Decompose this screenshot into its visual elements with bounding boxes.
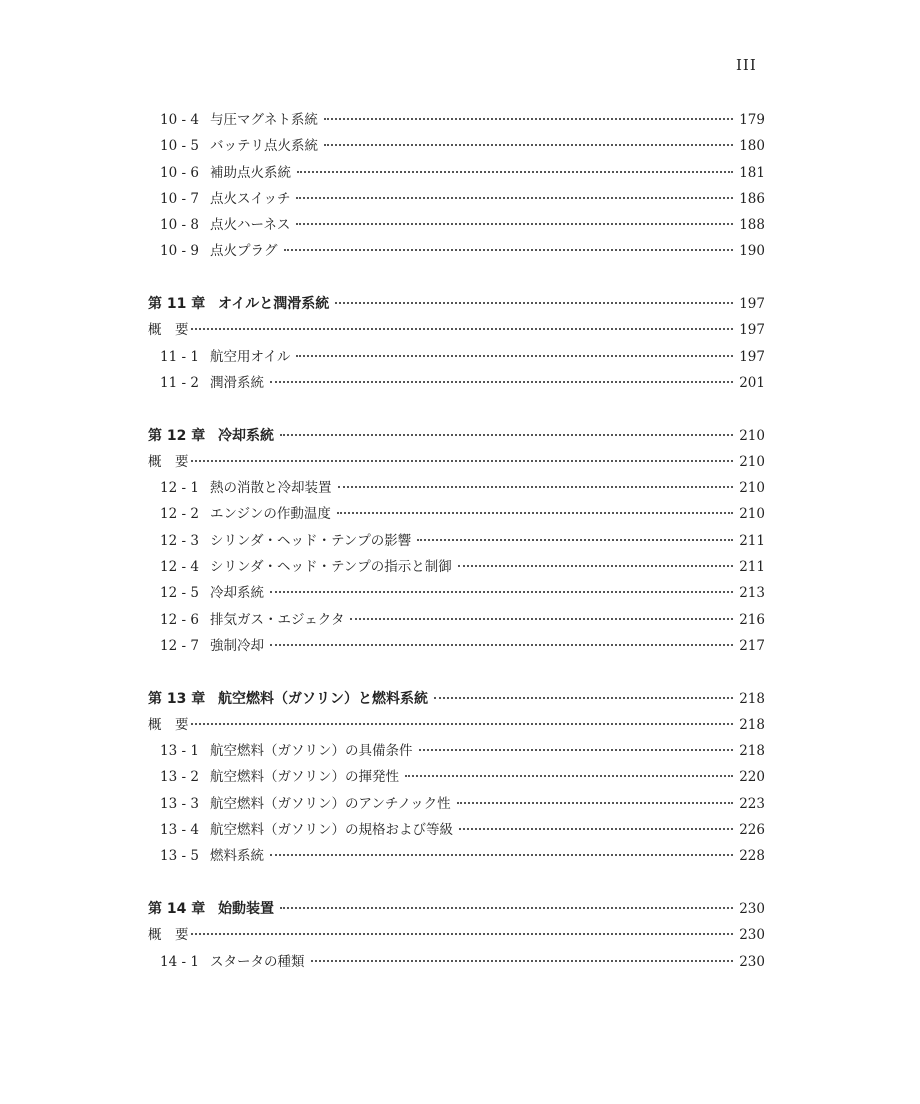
- section-title: 潤滑系統: [210, 374, 264, 391]
- section-title: 航空燃料（ガソリン）の具備条件: [210, 743, 413, 760]
- section-entry: [148, 949, 765, 975]
- chapter-title: オイルと潤滑系統: [218, 296, 330, 313]
- page-ref: 228: [739, 848, 765, 865]
- section-entry: [148, 212, 765, 238]
- dot-leader: [459, 828, 733, 830]
- table-of-contents: [148, 107, 765, 975]
- page-ref: 210: [739, 453, 765, 470]
- section-number: 11 - 2: [160, 374, 199, 391]
- section-number: 10 - 4: [160, 112, 199, 128]
- section-number: 14 - 1: [160, 953, 199, 970]
- section-title: 冷却系統: [210, 585, 264, 602]
- page-ref: 213: [739, 585, 765, 602]
- chapter-number: 第 12 章: [148, 427, 206, 444]
- overview-entry: [148, 317, 765, 343]
- dot-leader: [270, 854, 733, 856]
- dot-leader: [280, 907, 733, 909]
- dot-leader: [296, 355, 733, 357]
- page-ref: 197: [739, 296, 765, 313]
- section-entry: [148, 238, 765, 264]
- section-title: バッテリ点火系統: [210, 138, 318, 155]
- page-ref: 210: [739, 427, 765, 444]
- chapter-number: 第 14 章: [148, 900, 206, 917]
- overview-entry: [148, 712, 765, 738]
- section-title: 与圧マグネト系統: [210, 112, 318, 128]
- page-ref: 197: [739, 322, 765, 339]
- section-number: 13 - 1: [160, 743, 199, 760]
- section-number: 12 - 6: [160, 611, 199, 628]
- section-entry: [148, 344, 765, 370]
- dot-leader: [335, 302, 733, 304]
- dot-leader: [270, 591, 733, 593]
- section-entry: [148, 370, 765, 396]
- page-ref: 210: [739, 506, 765, 523]
- dot-leader: [458, 565, 733, 567]
- chapter-title: 航空燃料（ガソリン）と燃料系統: [218, 690, 428, 707]
- dot-leader: [296, 197, 733, 199]
- dot-leader: [191, 460, 734, 462]
- dot-leader: [350, 618, 733, 620]
- page-ref: 211: [739, 559, 765, 576]
- section-title: 航空用オイル: [210, 348, 291, 365]
- section-title: 点火スイッチ: [210, 190, 291, 207]
- page-ref: 197: [739, 348, 765, 365]
- section-title: スタータの種類: [210, 953, 305, 970]
- page-ref: 188: [739, 217, 765, 234]
- dot-leader: [270, 644, 733, 646]
- section-title: 概 要: [148, 927, 189, 944]
- chapter-entry: [148, 686, 765, 712]
- chapter-entry: [148, 896, 765, 922]
- page-number: III: [736, 56, 757, 74]
- dot-leader: [405, 775, 733, 777]
- section-number: 10 - 5: [160, 138, 199, 155]
- page-ref: 211: [739, 532, 765, 549]
- dot-leader: [324, 118, 733, 120]
- page-ref: 223: [739, 795, 765, 812]
- page-ref: 186: [739, 190, 765, 207]
- section-number: 12 - 4: [160, 559, 199, 576]
- dot-leader: [337, 512, 733, 514]
- section-title: エンジンの作動温度: [210, 506, 331, 523]
- section-entry: [148, 791, 765, 817]
- dot-leader: [434, 697, 733, 699]
- chapter-number: 第 11 章: [148, 296, 206, 313]
- section-entry: [148, 160, 765, 186]
- section-entry: [148, 528, 765, 554]
- section-entry: [148, 133, 765, 159]
- page-ref: 230: [739, 900, 765, 917]
- section-title: シリンダ・ヘッド・テンプの影響: [210, 532, 412, 549]
- page-ref: 179: [739, 112, 765, 128]
- section-number: 12 - 1: [160, 480, 199, 497]
- section-number: 10 - 9: [160, 243, 199, 260]
- page-ref: 226: [739, 822, 765, 839]
- section-entry: [148, 764, 765, 790]
- chapter-number: 第 13 章: [148, 690, 206, 707]
- page-ref: 190: [739, 243, 765, 260]
- dot-leader: [191, 723, 734, 725]
- page-ref: 210: [739, 480, 765, 497]
- section-title: 排気ガス・エジェクタ: [210, 611, 345, 628]
- section-title: 航空燃料（ガソリン）の揮発性: [210, 769, 399, 786]
- chapter-entry: [148, 291, 765, 317]
- section-title: 補助点火系統: [210, 164, 291, 181]
- section-title: 概 要: [148, 716, 189, 733]
- section-entry: [148, 607, 765, 633]
- dot-leader: [417, 539, 733, 541]
- section-number: 12 - 2: [160, 506, 199, 523]
- section-number: 13 - 3: [160, 795, 199, 812]
- section-title: 航空燃料（ガソリン）のアンチノック性: [210, 795, 451, 812]
- section-title: 概 要: [148, 453, 189, 470]
- section-number: 12 - 5: [160, 585, 199, 602]
- page-ref: 218: [739, 716, 765, 733]
- dot-leader: [419, 749, 734, 751]
- section-number: 10 - 8: [160, 217, 199, 234]
- dot-leader: [191, 933, 734, 935]
- section-title: シリンダ・ヘッド・テンプの指示と制御: [210, 559, 452, 576]
- section-entry: [148, 107, 765, 133]
- section-entry: [148, 186, 765, 212]
- dot-leader: [457, 802, 733, 804]
- section-title: 強制冷却: [210, 637, 264, 654]
- page-ref: 230: [739, 953, 765, 970]
- section-number: 10 - 6: [160, 164, 199, 181]
- dot-leader: [338, 486, 734, 488]
- section-number: 13 - 2: [160, 769, 199, 786]
- dot-leader: [324, 144, 733, 146]
- section-entry: [148, 633, 765, 659]
- page-ref: 201: [739, 374, 765, 391]
- section-title: 点火プラグ: [210, 243, 278, 260]
- section-number: 12 - 7: [160, 637, 199, 654]
- page-ref: 230: [739, 927, 765, 944]
- page-ref: 217: [739, 637, 765, 654]
- section-entry: [148, 738, 765, 764]
- section-title: 概 要: [148, 322, 189, 339]
- section-entry: [148, 554, 765, 580]
- section-entry: [148, 843, 765, 869]
- section-entry: [148, 580, 765, 606]
- dot-leader: [296, 223, 733, 225]
- section-entry: [148, 817, 765, 843]
- section-title: 燃料系統: [210, 848, 264, 865]
- page-ref: 218: [739, 690, 765, 707]
- section-number: 13 - 5: [160, 848, 199, 865]
- chapter-title: 始動装置: [218, 900, 274, 917]
- chapter-entry: [148, 423, 765, 449]
- section-number: 13 - 4: [160, 822, 199, 839]
- dot-leader: [280, 434, 733, 436]
- section-number: 10 - 7: [160, 190, 199, 207]
- overview-entry: [148, 922, 765, 948]
- dot-leader: [284, 249, 734, 251]
- section-entry: [148, 501, 765, 527]
- section-title: 熱の消散と冷却装置: [210, 480, 332, 497]
- dot-leader: [311, 960, 734, 962]
- section-title: 航空燃料（ガソリン）の規格および等級: [210, 822, 453, 839]
- page-ref: 180: [739, 138, 765, 155]
- section-number: 11 - 1: [160, 348, 199, 365]
- page-ref: 220: [739, 769, 765, 786]
- overview-entry: [148, 449, 765, 475]
- section-number: 12 - 3: [160, 532, 199, 549]
- dot-leader: [191, 328, 734, 330]
- section-title: 点火ハーネス: [210, 217, 291, 234]
- page-ref: 216: [739, 611, 765, 628]
- page-ref: 218: [739, 743, 765, 760]
- dot-leader: [270, 381, 733, 383]
- section-entry: [148, 475, 765, 501]
- page-ref: 181: [739, 164, 765, 181]
- dot-leader: [297, 171, 733, 173]
- chapter-title: 冷却系統: [218, 427, 274, 444]
